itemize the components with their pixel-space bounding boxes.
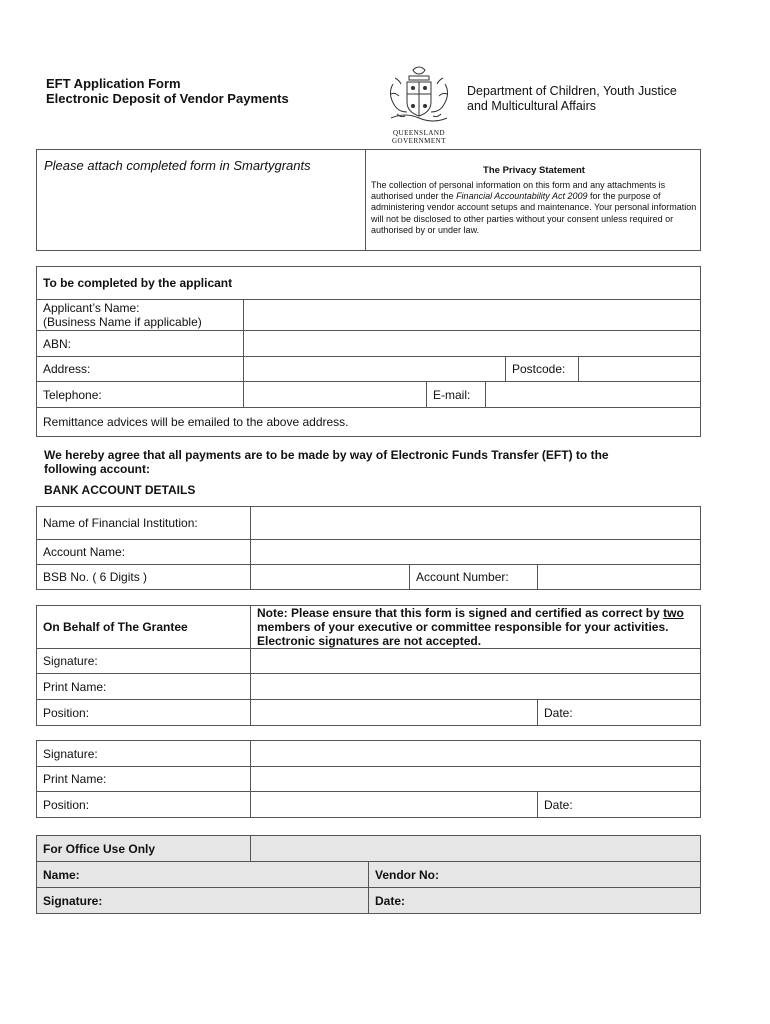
crest-text-1: QUEENSLAND	[392, 129, 446, 137]
office-vendor-field[interactable]: Vendor No:	[368, 861, 701, 888]
abn-input[interactable]	[243, 330, 701, 357]
department-line2: and Multicultural Affairs	[467, 99, 596, 113]
email-label: E-mail:	[426, 381, 486, 408]
privacy-body: The collection of personal information on this form and any attachments is authorised under the Financial Accountability Act 2009 for the purpose of administering vendor account setups and maintenance. Your personal information will not be disclosed to other parties without your consent unless required or authorised by or under law.	[371, 180, 697, 235]
grantee-note: Note: Please ensure that this form is signed and certified as correct by two members of your executive or committee responsible for your activities. Electronic signatures are not accepted.	[250, 605, 701, 649]
signature-label-2: Signature:	[36, 740, 251, 767]
postcode-input[interactable]	[578, 356, 701, 382]
print-name-input-1[interactable]	[250, 673, 701, 700]
office-date-field[interactable]: Date:	[368, 887, 701, 914]
grantee-heading: On Behalf of The Grantee	[36, 605, 251, 649]
applicant-heading: To be completed by the applicant	[36, 266, 701, 300]
date-field-2[interactable]: Date:	[537, 791, 701, 818]
privacy-statement	[371, 165, 697, 236]
office-use-blank	[250, 835, 701, 862]
attach-divider	[365, 149, 366, 251]
applicant-name-label: Applicant’s Name: (Business Name if applicable)	[36, 299, 244, 331]
print-name-input-2[interactable]	[250, 766, 701, 792]
remittance-note: Remittance advices will be emailed to the above address.	[36, 407, 701, 437]
agreement-line2: following account:	[44, 462, 150, 476]
telephone-label: Telephone:	[36, 381, 244, 408]
institution-label: Name of Financial Institution:	[36, 506, 251, 540]
agreement-text	[44, 448, 694, 476]
account-number-label: Account Number:	[409, 564, 538, 590]
bsb-input[interactable]	[250, 564, 410, 590]
address-input[interactable]	[243, 356, 506, 382]
abn-label: ABN:	[36, 330, 244, 357]
institution-input[interactable]	[250, 506, 701, 540]
office-name-field[interactable]: Name:	[36, 861, 369, 888]
bank-account-heading: BANK ACCOUNT DETAILS	[44, 483, 196, 497]
telephone-input[interactable]	[243, 381, 427, 408]
applicant-name-input[interactable]	[243, 299, 701, 331]
postcode-label: Postcode:	[505, 356, 579, 382]
attach-note: Please attach completed form in Smartygrants	[44, 158, 311, 173]
crest-icon	[383, 64, 455, 126]
position-label-1: Position:	[36, 699, 251, 726]
signature-input-2[interactable]	[250, 740, 701, 767]
email-input[interactable]	[485, 381, 701, 408]
form-title-line1: EFT Application Form	[46, 76, 181, 91]
position-input-1[interactable]	[250, 699, 538, 726]
bsb-label: BSB No. ( 6 Digits )	[36, 564, 251, 590]
form-title	[46, 76, 289, 106]
position-label-2: Position:	[36, 791, 251, 818]
print-name-label-2: Print Name:	[36, 766, 251, 792]
account-name-input[interactable]	[250, 539, 701, 565]
signature-label-1: Signature:	[36, 648, 251, 674]
queensland-crest-logo	[383, 64, 455, 146]
account-number-input[interactable]	[537, 564, 701, 590]
office-signature-field[interactable]: Signature:	[36, 887, 369, 914]
account-name-label: Account Name:	[36, 539, 251, 565]
department-line1: Department of Children, Youth Justice	[467, 84, 677, 98]
position-input-2[interactable]	[250, 791, 538, 818]
print-name-label-1: Print Name:	[36, 673, 251, 700]
signature-input-1[interactable]	[250, 648, 701, 674]
address-label: Address:	[36, 356, 244, 382]
office-use-heading: For Office Use Only	[36, 835, 251, 862]
privacy-title: The Privacy Statement	[483, 165, 585, 176]
crest-text-2: GOVERNMENT	[392, 137, 446, 145]
date-field-1[interactable]: Date:	[537, 699, 701, 726]
agreement-line1: We hereby agree that all payments are to be made by way of Electronic Funds Transfer (EFT) to the	[44, 448, 609, 462]
department-name	[467, 84, 677, 114]
form-title-line2: Electronic Deposit of Vendor Payments	[46, 91, 289, 106]
